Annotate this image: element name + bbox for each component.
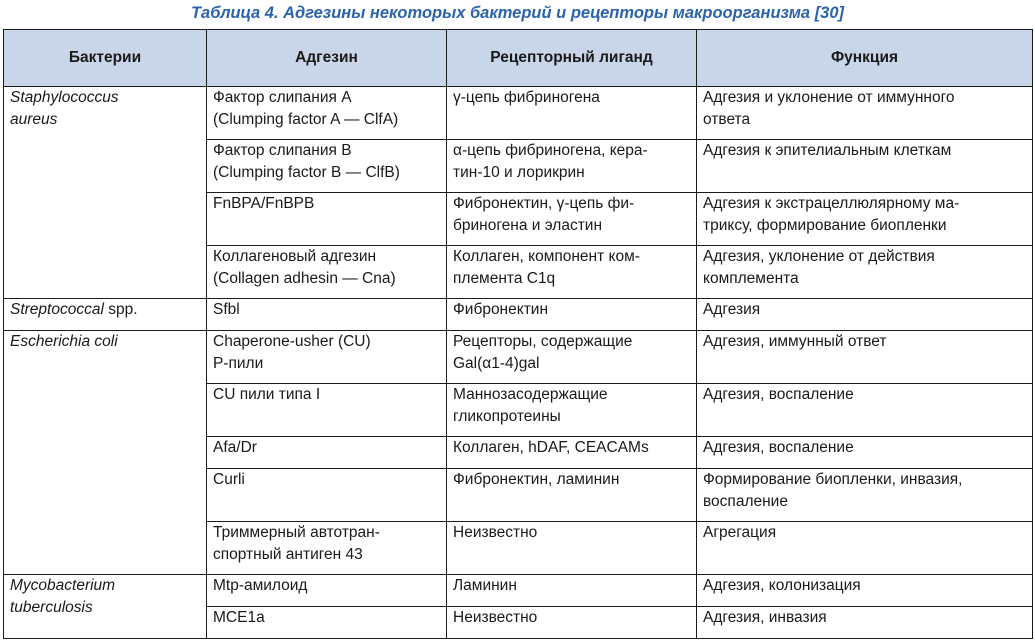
bacteria-mycobacterium (4, 575, 207, 639)
adhesin-cell: Afa/Dr (207, 437, 447, 469)
bacteria-escherichia (4, 331, 207, 575)
ligand-cell: α-цепь фибриногена, кера- тин-10 и лорикрин (447, 140, 697, 193)
header-row (4, 30, 1033, 87)
ligand-cell: Неизвестно (447, 607, 697, 639)
ligand-cell: Фибронектин, ламинин (447, 469, 697, 522)
adhesin-cell: Коллагеновый адгезин (Collagen adhesin — Cna) (207, 246, 447, 299)
table-row (4, 331, 1033, 384)
function-cell: Адгезия, уклонение от действия комплемента (697, 246, 1033, 299)
ligand-cell: Рецепторы, содержащие Gal(α1-4)gal (447, 331, 697, 384)
function-cell: Адгезия, иммунный ответ (697, 331, 1033, 384)
function-cell: Адгезия, воспаление (697, 437, 1033, 469)
function-cell: Адгезия и уклонение от иммунного ответа (697, 87, 1033, 140)
table-row (4, 299, 1033, 331)
header-adhesin: Адгезин (207, 30, 447, 87)
bacteria-staphylococcus (4, 87, 207, 299)
header-function: Функция (697, 30, 1033, 87)
ligand-cell: Фибронектин (447, 299, 697, 331)
ligand-cell: Неизвестно (447, 522, 697, 575)
table-caption: Таблица 4. Адгезины некоторых бактерий и рецепторы макроорганизма [30] (190, 4, 845, 22)
function-cell: Адгезия к эпителиальным клеткам (697, 140, 1033, 193)
table-row (4, 87, 1033, 140)
adhesin-cell: Триммерный автотран- спортный антиген 43 (207, 522, 447, 575)
adhesin-cell: Sfbl (207, 299, 447, 331)
function-cell: Адгезия (697, 299, 1033, 331)
adhesin-cell: CU пили типа I (207, 384, 447, 437)
function-cell: Адгезия, инвазия (697, 607, 1033, 639)
ligand-cell: γ-цепь фибриногена (447, 87, 697, 140)
bacteria-streptococcal (4, 299, 207, 331)
adhesin-cell: Curli (207, 469, 447, 522)
ligand-cell: Коллаген, компонент ком- племента C1q (447, 246, 697, 299)
header-ligand: Рецепторный лиганд (447, 30, 697, 87)
function-cell: Агрегация (697, 522, 1033, 575)
ligand-cell: Коллаген, hDAF, CEACAMs (447, 437, 697, 469)
adhesin-cell: FnBPA/FnBPB (207, 193, 447, 246)
adhesin-cell: Chaperone-usher (CU) P-пили (207, 331, 447, 384)
function-cell: Адгезия к экстрацеллюлярному ма- триксу, формирование биопленки (697, 193, 1033, 246)
adhesin-cell: Фактор слипания B (Clumping factor B — ClfB) (207, 140, 447, 193)
function-cell: Адгезия, воспаление (697, 384, 1033, 437)
ligand-cell: Маннозасодержащие гликопротеины (447, 384, 697, 437)
function-cell: Адгезия, колонизация (697, 575, 1033, 607)
bacteria-name: Staphylococcus aureus (10, 89, 119, 128)
adhesin-cell: Фактор слипания A (Clumping factor A — ClfA) (207, 87, 447, 140)
ligand-cell: Фибронектин, γ-цепь фи- бриногена и эластин (447, 193, 697, 246)
bacteria-name: Escherichia coli (10, 333, 118, 350)
bacteria-name-suffix: spp. (103, 301, 138, 318)
bacteria-name: Mycobacterium tuberculosis (10, 577, 116, 616)
adhesin-cell: Mtp-амилоид (207, 575, 447, 607)
header-bacteria: Бактерии (4, 30, 207, 87)
adhesin-cell: MCE1a (207, 607, 447, 639)
table-row (4, 575, 1033, 607)
adhesins-table (3, 29, 1033, 639)
bacteria-name: Streptococcal (10, 301, 104, 318)
ligand-cell: Ламинин (447, 575, 697, 607)
function-cell: Формирование биопленки, инвазия, воспаление (697, 469, 1033, 522)
